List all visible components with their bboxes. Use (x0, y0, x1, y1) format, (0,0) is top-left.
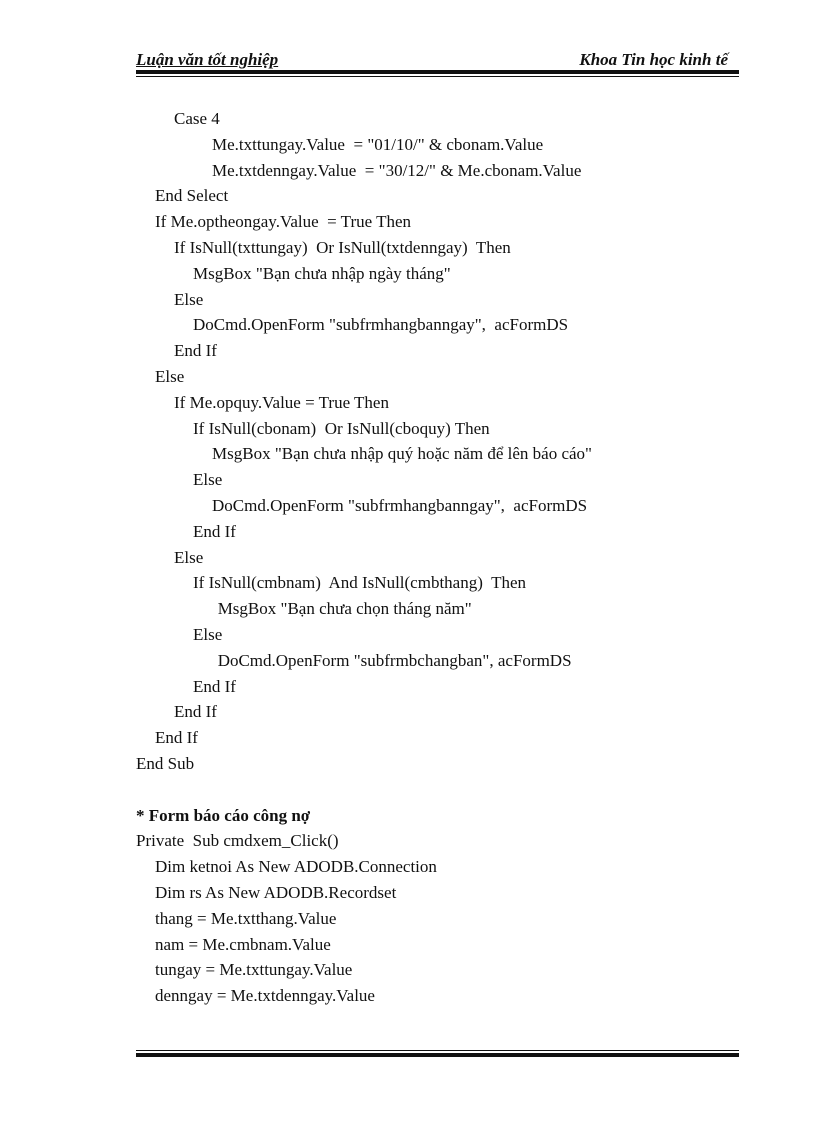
code-line: Else (193, 624, 223, 644)
code-line: Case 4 (174, 109, 220, 128)
code-line: Else (155, 366, 185, 386)
code-line: Else (193, 470, 223, 490)
code-line: End Sub (136, 753, 195, 773)
code-line: Dim ketnoi As New ADODB.Connection (155, 857, 437, 877)
header-rule-thin (136, 76, 739, 77)
footer-rule-thin (136, 1050, 739, 1051)
code-line: Else (174, 547, 204, 567)
code-line: nam = Me.cmbnam.Value (155, 934, 331, 954)
code-line: DoCmd.OpenForm "subfrmhangbanngay", acFormDS (193, 315, 569, 335)
code-line: tungay = Me.txttungay.Value (155, 960, 353, 980)
code-line: MsgBox "Bạn chưa chọn tháng năm" (217, 599, 472, 619)
code-line: End If (174, 702, 217, 722)
code-line: End If (193, 676, 236, 696)
code-line: Private Sub cmdxem_Click() (136, 831, 339, 851)
code-line: If IsNull(cmbnam) And IsNull(cmbthang) Then (193, 573, 527, 593)
code-line: If Me.opquy.Value = True Then (174, 392, 389, 412)
code-listing (136, 106, 739, 1009)
section-heading: * Form báo cáo công nợ (136, 805, 311, 825)
code-line: MsgBox "Bạn chưa nhập ngày tháng" (193, 263, 451, 283)
code-line (136, 777, 739, 803)
code-line: End If (193, 521, 236, 541)
code-line: Dim rs As New ADODB.Recordset (155, 882, 397, 902)
header-left-title: Luận văn tốt nghiệp (136, 50, 279, 69)
code-line: If Me.optheongay.Value = True Then (155, 212, 412, 232)
code-line: MsgBox "Bạn chưa nhập quý hoặc năm để lên báo cáo" (212, 444, 592, 464)
header-right-title: Khoa Tin học kinh tế (579, 50, 728, 69)
code-line: If IsNull(cbonam) Or IsNull(cboquy) Then (193, 418, 490, 438)
header-rule-thick (136, 70, 739, 74)
footer-rule-thick (136, 1053, 739, 1057)
code-line: Me.txtdenngay.Value = "30/12/" & Me.cbonam.Value (212, 160, 582, 180)
code-line: Me.txttungay.Value = "01/10/" & cbonam.Value (212, 134, 544, 154)
code-line: DoCmd.OpenForm "subfrmbchangban", acFormDS (217, 650, 572, 670)
code-line: End Select (155, 186, 229, 206)
code-line: If IsNull(txttungay) Or IsNull(txtdenngay) Then (174, 237, 511, 257)
code-line: thang = Me.txtthang.Value (155, 908, 337, 928)
code-line: End If (174, 341, 217, 361)
code-line: End If (155, 728, 198, 748)
code-line: denngay = Me.txtdenngay.Value (155, 986, 375, 1006)
code-line: Else (174, 289, 204, 309)
code-line: DoCmd.OpenForm "subfrmhangbanngay", acFormDS (212, 495, 588, 515)
